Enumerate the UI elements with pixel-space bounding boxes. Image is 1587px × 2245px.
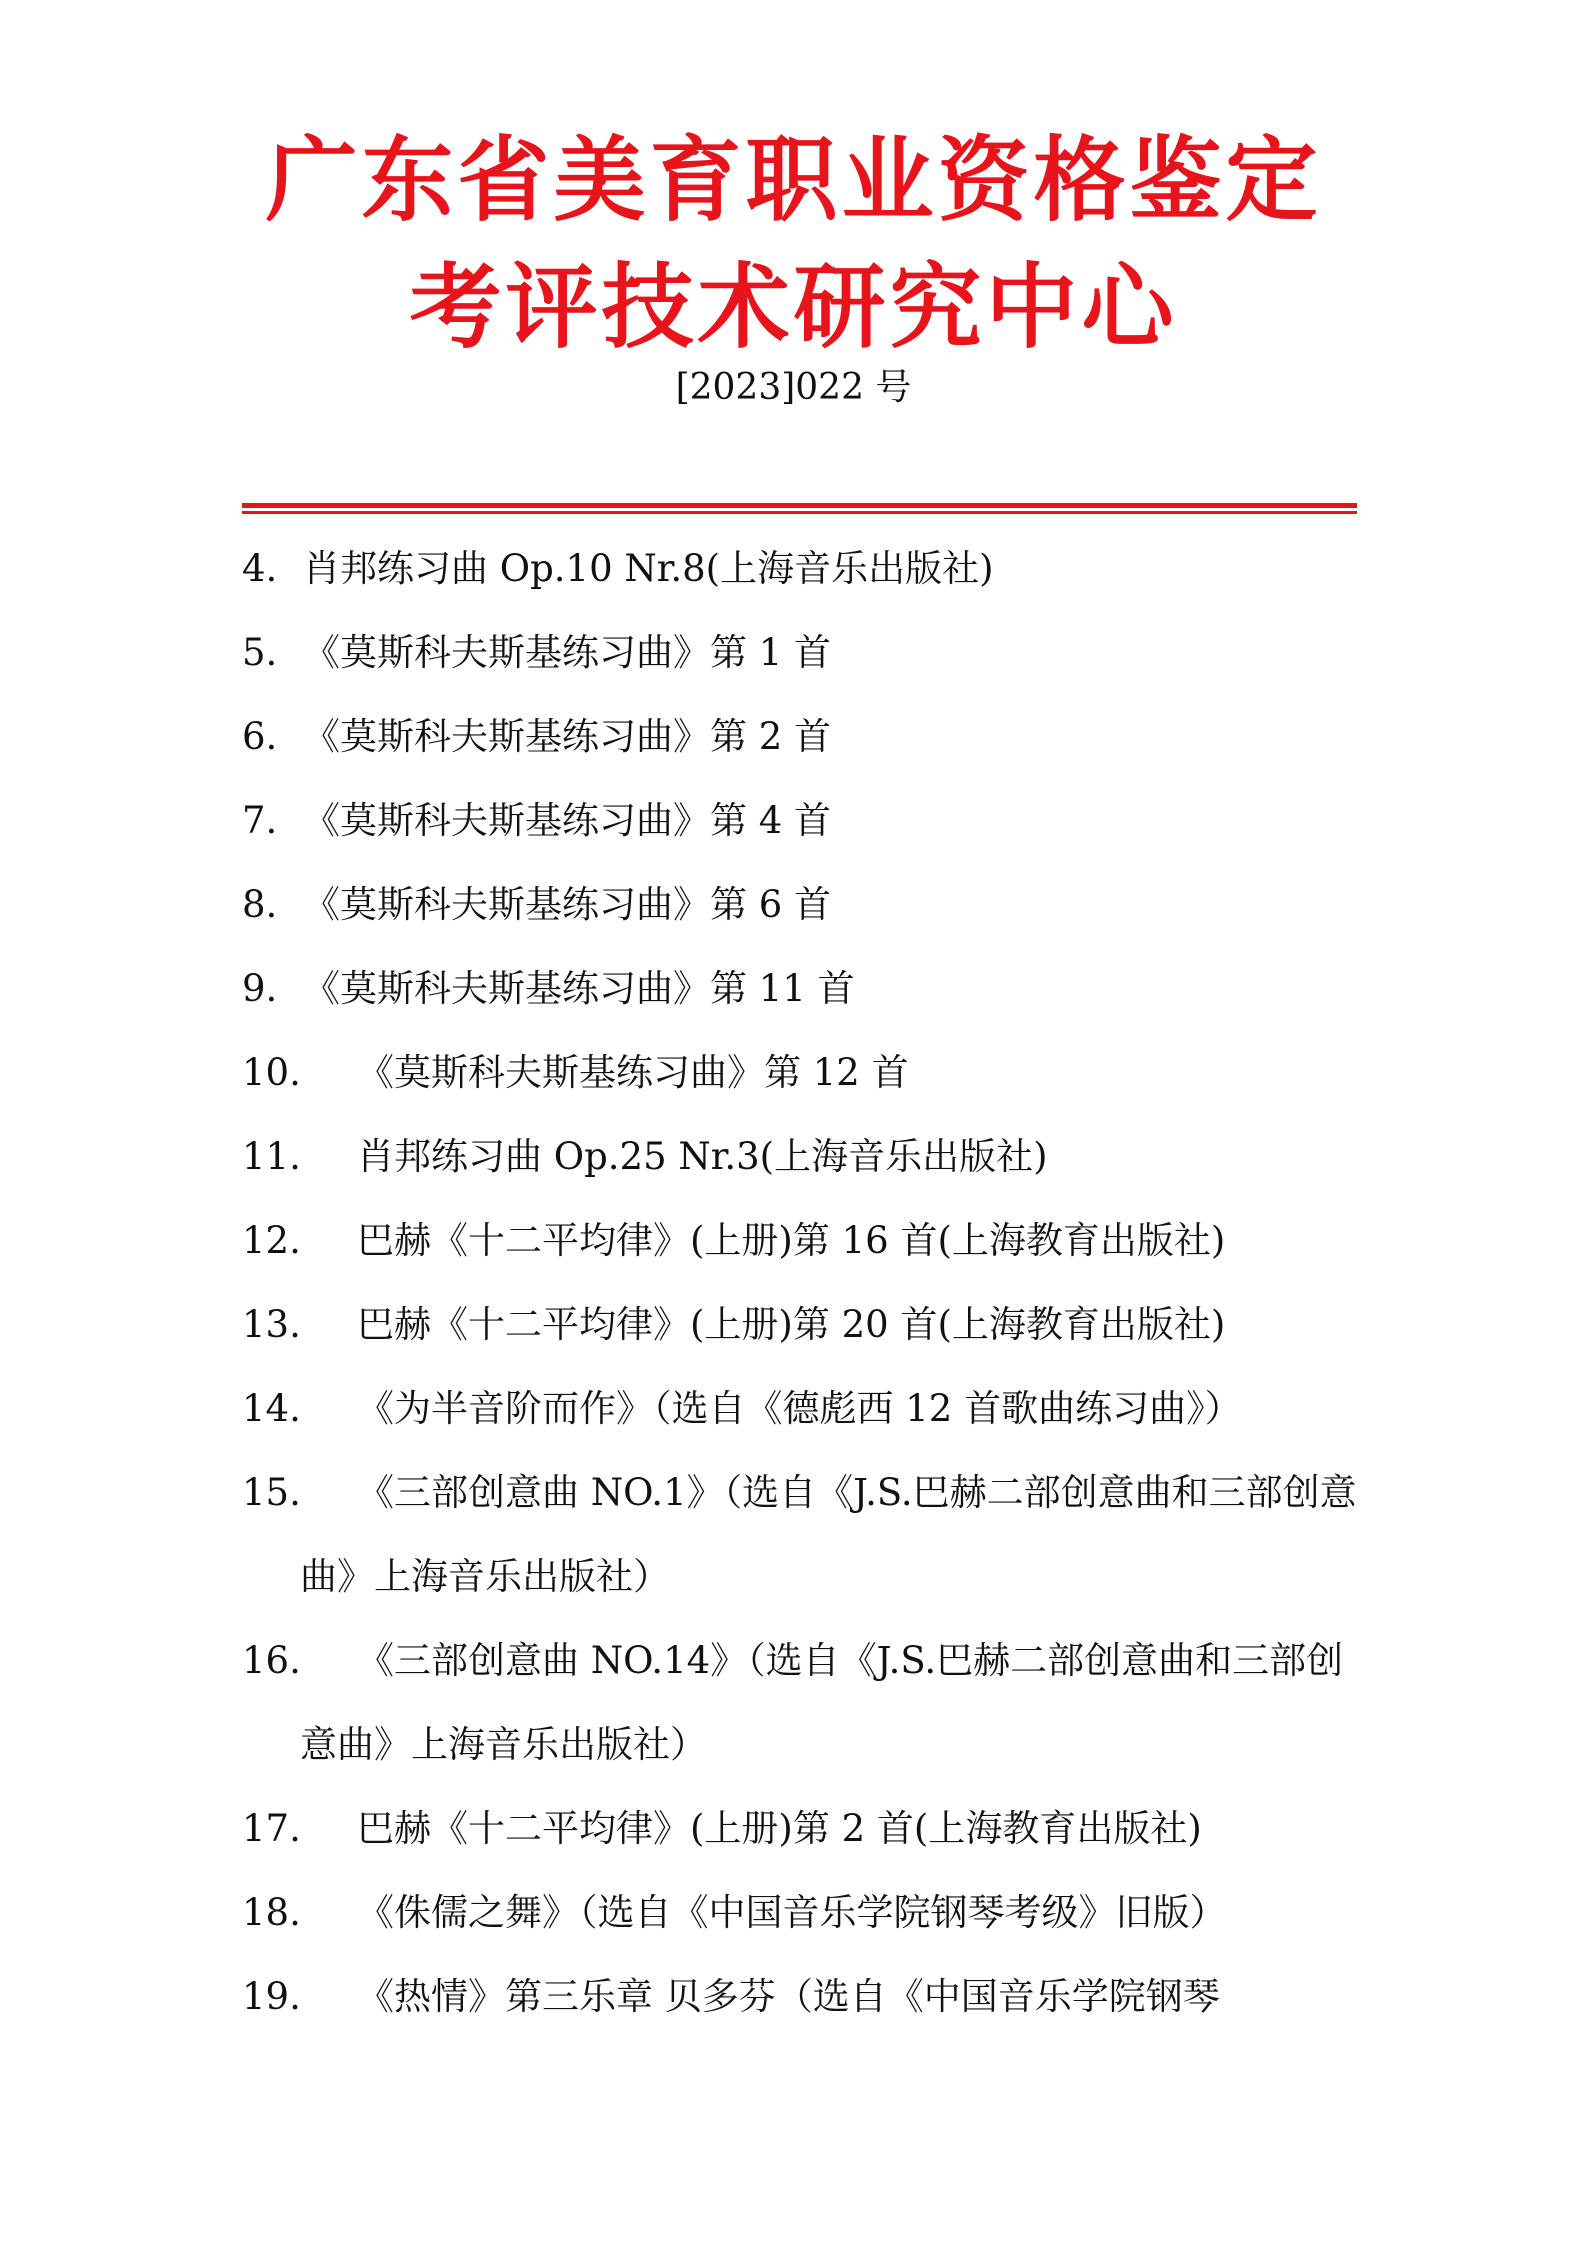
item-number: 15.: [242, 1471, 301, 1514]
item-number: 16.: [242, 1639, 301, 1682]
item-text: 《为半音阶而作》（选自《德彪西 12 首歌曲练习曲》）: [357, 1387, 1242, 1430]
list-item: [242, 1199, 1357, 1283]
item-number: 12.: [242, 1219, 301, 1262]
item-number: 5.: [242, 631, 278, 674]
list-item: [242, 947, 1357, 1031]
item-number: 9.: [242, 967, 278, 1010]
document-number: [2023]022 号: [675, 367, 912, 408]
item-number: 11.: [242, 1135, 301, 1178]
issuer-title-line-2: 考评技术研究中心: [409, 254, 1178, 361]
item-number: 7.: [242, 799, 278, 842]
header-divider-thin: [242, 511, 1357, 514]
item-text: 《莫斯科夫斯基练习曲》第 4 首: [303, 799, 832, 842]
list-item: [242, 695, 1357, 779]
list-item: [242, 779, 1357, 863]
item-text: 《三部创意曲 NO.14》（选自《J.S.巴赫二部创意曲和三部创意曲》上海音乐出版社）: [300, 1639, 1344, 1766]
item-number: 17.: [242, 1807, 301, 1850]
list-item: [242, 1451, 1357, 1619]
item-number: 18.: [242, 1891, 301, 1934]
item-text: 《热情》第三乐章 贝多芬（选自《中国音乐学院钢琴: [357, 1975, 1220, 2018]
item-number: 14.: [242, 1387, 301, 1430]
item-text: 巴赫《十二平均律》(上册)第 16 首(上海教育出版社): [357, 1219, 1226, 1262]
list-item: [242, 1619, 1357, 1787]
list-item: [242, 1787, 1357, 1871]
item-number: 10.: [242, 1051, 301, 1094]
item-number: 19.: [242, 1975, 301, 2018]
list-item: [242, 1031, 1357, 1115]
list-item: [242, 527, 1357, 611]
item-number: 6.: [242, 715, 278, 758]
item-text: 《莫斯科夫斯基练习曲》第 12 首: [357, 1051, 909, 1094]
item-text: 《莫斯科夫斯基练习曲》第 6 首: [303, 883, 832, 926]
item-number: 8.: [242, 883, 278, 926]
item-text: 《莫斯科夫斯基练习曲》第 1 首: [303, 631, 832, 674]
list-item: [242, 1871, 1357, 1955]
repertoire-list: [242, 527, 1357, 2039]
item-text: 巴赫《十二平均律》(上册)第 20 首(上海教育出版社): [357, 1303, 1226, 1346]
item-text: 《三部创意曲 NO.1》（选自《J.S.巴赫二部创意曲和三部创意曲》上海音乐出版社）: [300, 1471, 1357, 1598]
issuer-title-line-1: 广东省美育职业资格鉴定: [265, 127, 1322, 234]
list-item: [242, 611, 1357, 695]
list-item: [242, 1115, 1357, 1199]
list-item: [242, 863, 1357, 947]
item-text: 肖邦练习曲 Op.10 Nr.8(上海音乐出版社): [303, 547, 994, 590]
header-divider-thick: [242, 503, 1357, 508]
item-number: 13.: [242, 1303, 301, 1346]
item-text: 《莫斯科夫斯基练习曲》第 11 首: [303, 967, 855, 1010]
list-item: [242, 1367, 1357, 1451]
list-item: [242, 1955, 1357, 2039]
item-text: 巴赫《十二平均律》(上册)第 2 首(上海教育出版社): [357, 1807, 1202, 1850]
item-text: 《侏儒之舞》（选自《中国音乐学院钢琴考级》旧版）: [357, 1891, 1227, 1934]
item-number: 4.: [242, 547, 278, 590]
list-item: [242, 1283, 1357, 1367]
item-text: 《莫斯科夫斯基练习曲》第 2 首: [303, 715, 832, 758]
item-text: 肖邦练习曲 Op.25 Nr.3(上海音乐出版社): [357, 1135, 1048, 1178]
